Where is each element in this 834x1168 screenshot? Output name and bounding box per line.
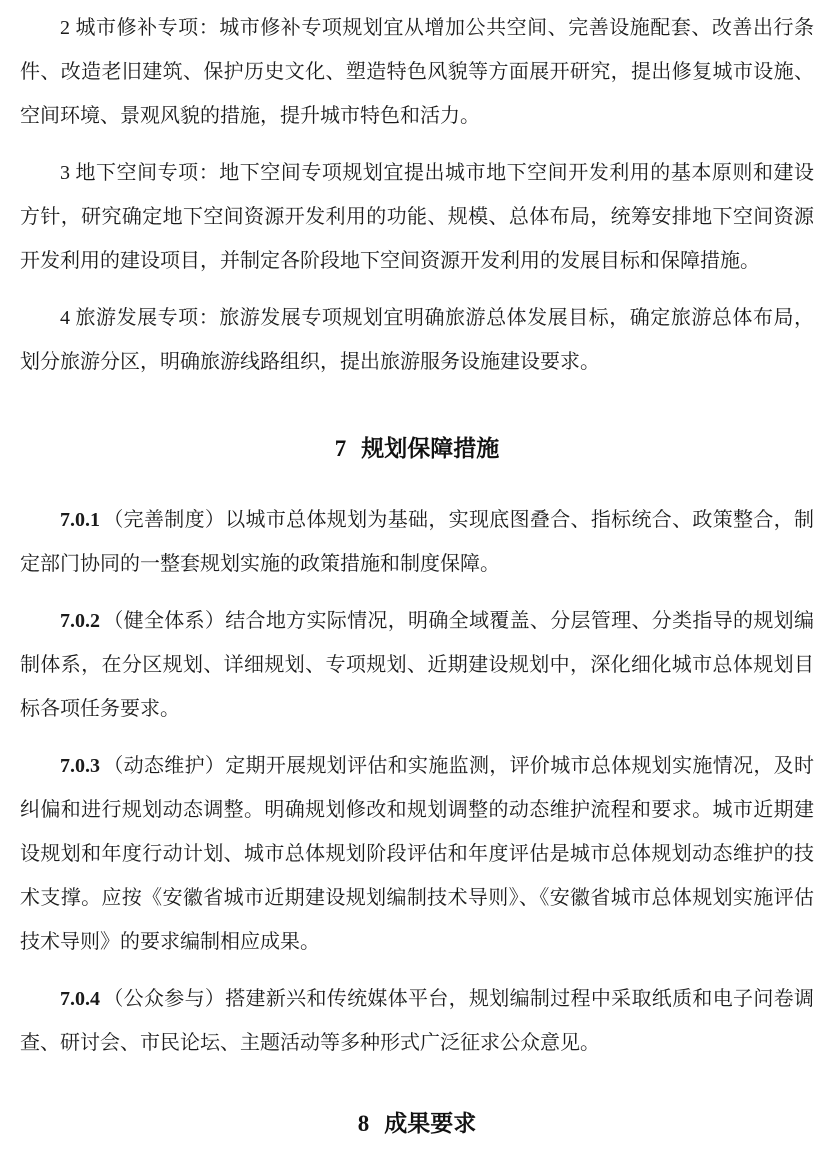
chapter-8-title: 成果要求 bbox=[384, 1111, 477, 1136]
clause-7-0-4-text: （公众参与）搭建新兴和传统媒体平台，规划编制过程中采取纸质和电子问卷调查、研讨会、市民论坛、主题活动等多种形式广泛征求公众意见。 bbox=[20, 988, 814, 1054]
paragraph-underground-space-specialty: 3 地下空间专项：地下空间专项规划宜提出城市地下空间开发利用的基本原则和建设方针，研究确定地下空间资源开发利用的功能、规模、总体布局，统筹安排地下空间资源开发利用的建设项目，并制定各阶段地下空间资源开发利用的发展目标和保障措施。 bbox=[20, 162, 814, 272]
clause-7-0-4-number: 7.0.4 bbox=[60, 988, 100, 1010]
clause-7-0-3 bbox=[20, 744, 814, 964]
paragraph-tourism-development-specialty: 4 旅游发展专项：旅游发展专项规划宜明确旅游总体发展目标，确定旅游总体布局，划分旅游分区，明确旅游线路组织，提出旅游服务设施建设要求。 bbox=[20, 307, 814, 373]
clause-7-0-4 bbox=[20, 977, 814, 1065]
clause-7-0-1-number: 7.0.1 bbox=[60, 509, 100, 531]
clause-7-0-1 bbox=[20, 498, 814, 586]
clause-7-0-2-text: （健全体系）结合地方实际情况，明确全域覆盖、分层管理、分类指导的规划编制体系，在分区规划、详细规划、专项规划、近期建设规划中，深化细化城市总体规划目标各项任务要求。 bbox=[20, 610, 814, 720]
chapter-8-heading bbox=[20, 1107, 814, 1141]
paragraph-city-repair-specialty: 2 城市修补专项：城市修补专项规划宜从增加公共空间、完善设施配套、改善出行条件、改造老旧建筑、保护历史文化、塑造特色风貌等方面展开研究，提出修复城市设施、空间环境、景观风貌的措施，提升城市特色和活力。 bbox=[20, 17, 814, 127]
clause-7-0-2 bbox=[20, 599, 814, 731]
chapter-7-title: 规划保障措施 bbox=[361, 436, 500, 461]
chapter-7-heading bbox=[20, 432, 814, 466]
chapter-8-number: 8 bbox=[357, 1111, 370, 1136]
clause-7-0-3-number: 7.0.3 bbox=[60, 755, 100, 777]
clause-7-0-1-text: （完善制度）以城市总体规划为基础，实现底图叠合、指标统合、政策整合，制定部门协同的一整套规划实施的政策措施和制度保障。 bbox=[20, 509, 814, 575]
clause-7-0-3-text: （动态维护）定期开展规划评估和实施监测，评价城市总体规划实施情况，及时纠偏和进行规划动态调整。明确规划修改和规划调整的动态维护流程和要求。城市近期建设规划和年度行动计划、城市总体规划阶段评估和年度评估是城市总体规划动态维护的技术支撑。应按《安徽省城市近期建设规划编制技术导则》、《安徽省城市总体规划实施评估技术导则》的要求编制相应成果。 bbox=[20, 755, 814, 953]
clause-7-0-2-number: 7.0.2 bbox=[60, 610, 100, 632]
chapter-7-number: 7 bbox=[334, 436, 347, 461]
